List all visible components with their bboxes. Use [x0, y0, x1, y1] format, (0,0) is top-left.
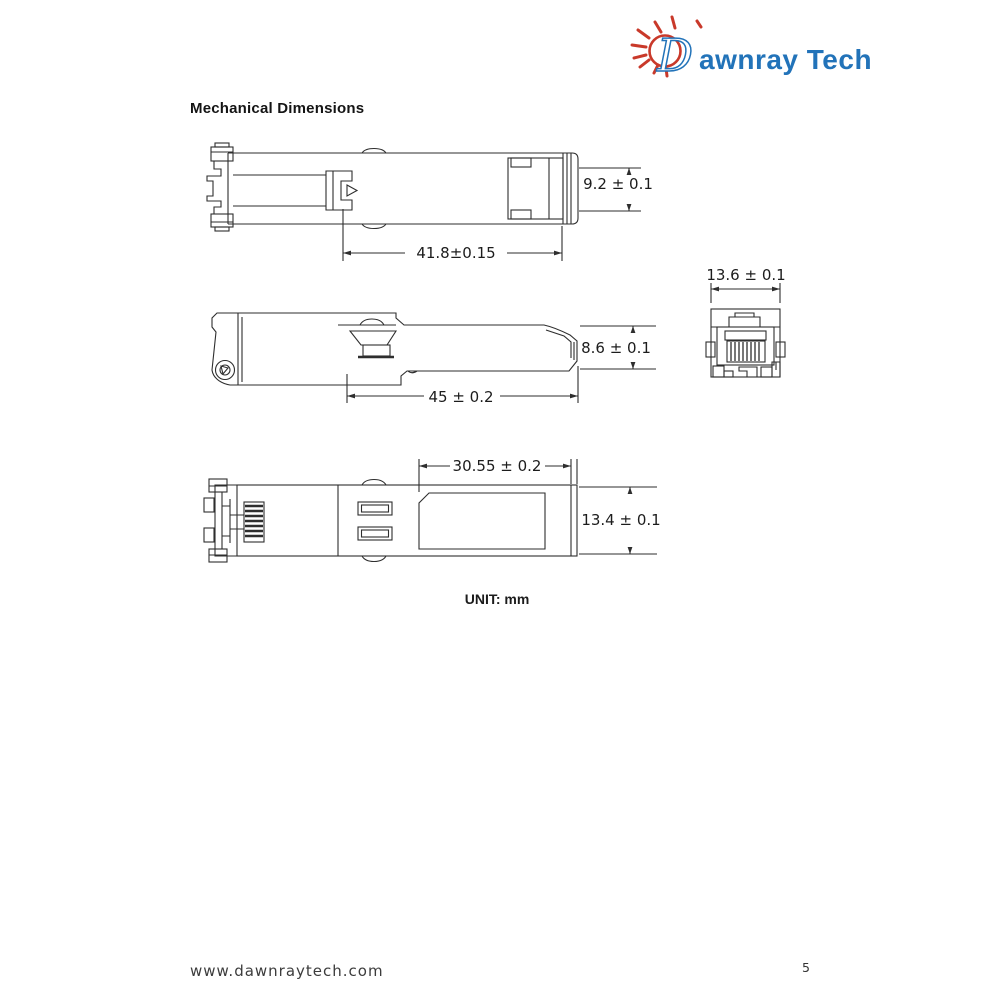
dim-side-length: 45 ± 0.2 — [428, 388, 494, 406]
section-heading: Mechanical Dimensions — [190, 100, 365, 117]
footer-website: www.dawnraytech.com — [190, 962, 384, 980]
dim-bottom-label-length: 30.55 ± 0.2 — [452, 457, 542, 475]
dim-bottom-width: 13.4 ± 0.1 — [581, 511, 661, 529]
dim-front-width: 13.6 ± 0.1 — [706, 266, 786, 284]
dim-top-height: 9.2 ± 0.1 — [583, 175, 653, 193]
logo-letter-d: D — [657, 29, 694, 82]
bottom-view-drawing — [195, 440, 670, 580]
dim-side-height: 8.6 ± 0.1 — [581, 339, 651, 357]
dim-top-length: 41.8±0.15 — [416, 244, 496, 262]
sun-logo-icon — [615, 12, 710, 92]
brand-wordmark: awnray Tech — [699, 44, 873, 75]
page-number: 5 — [802, 960, 810, 975]
unit-note: UNIT: mm — [464, 591, 530, 607]
